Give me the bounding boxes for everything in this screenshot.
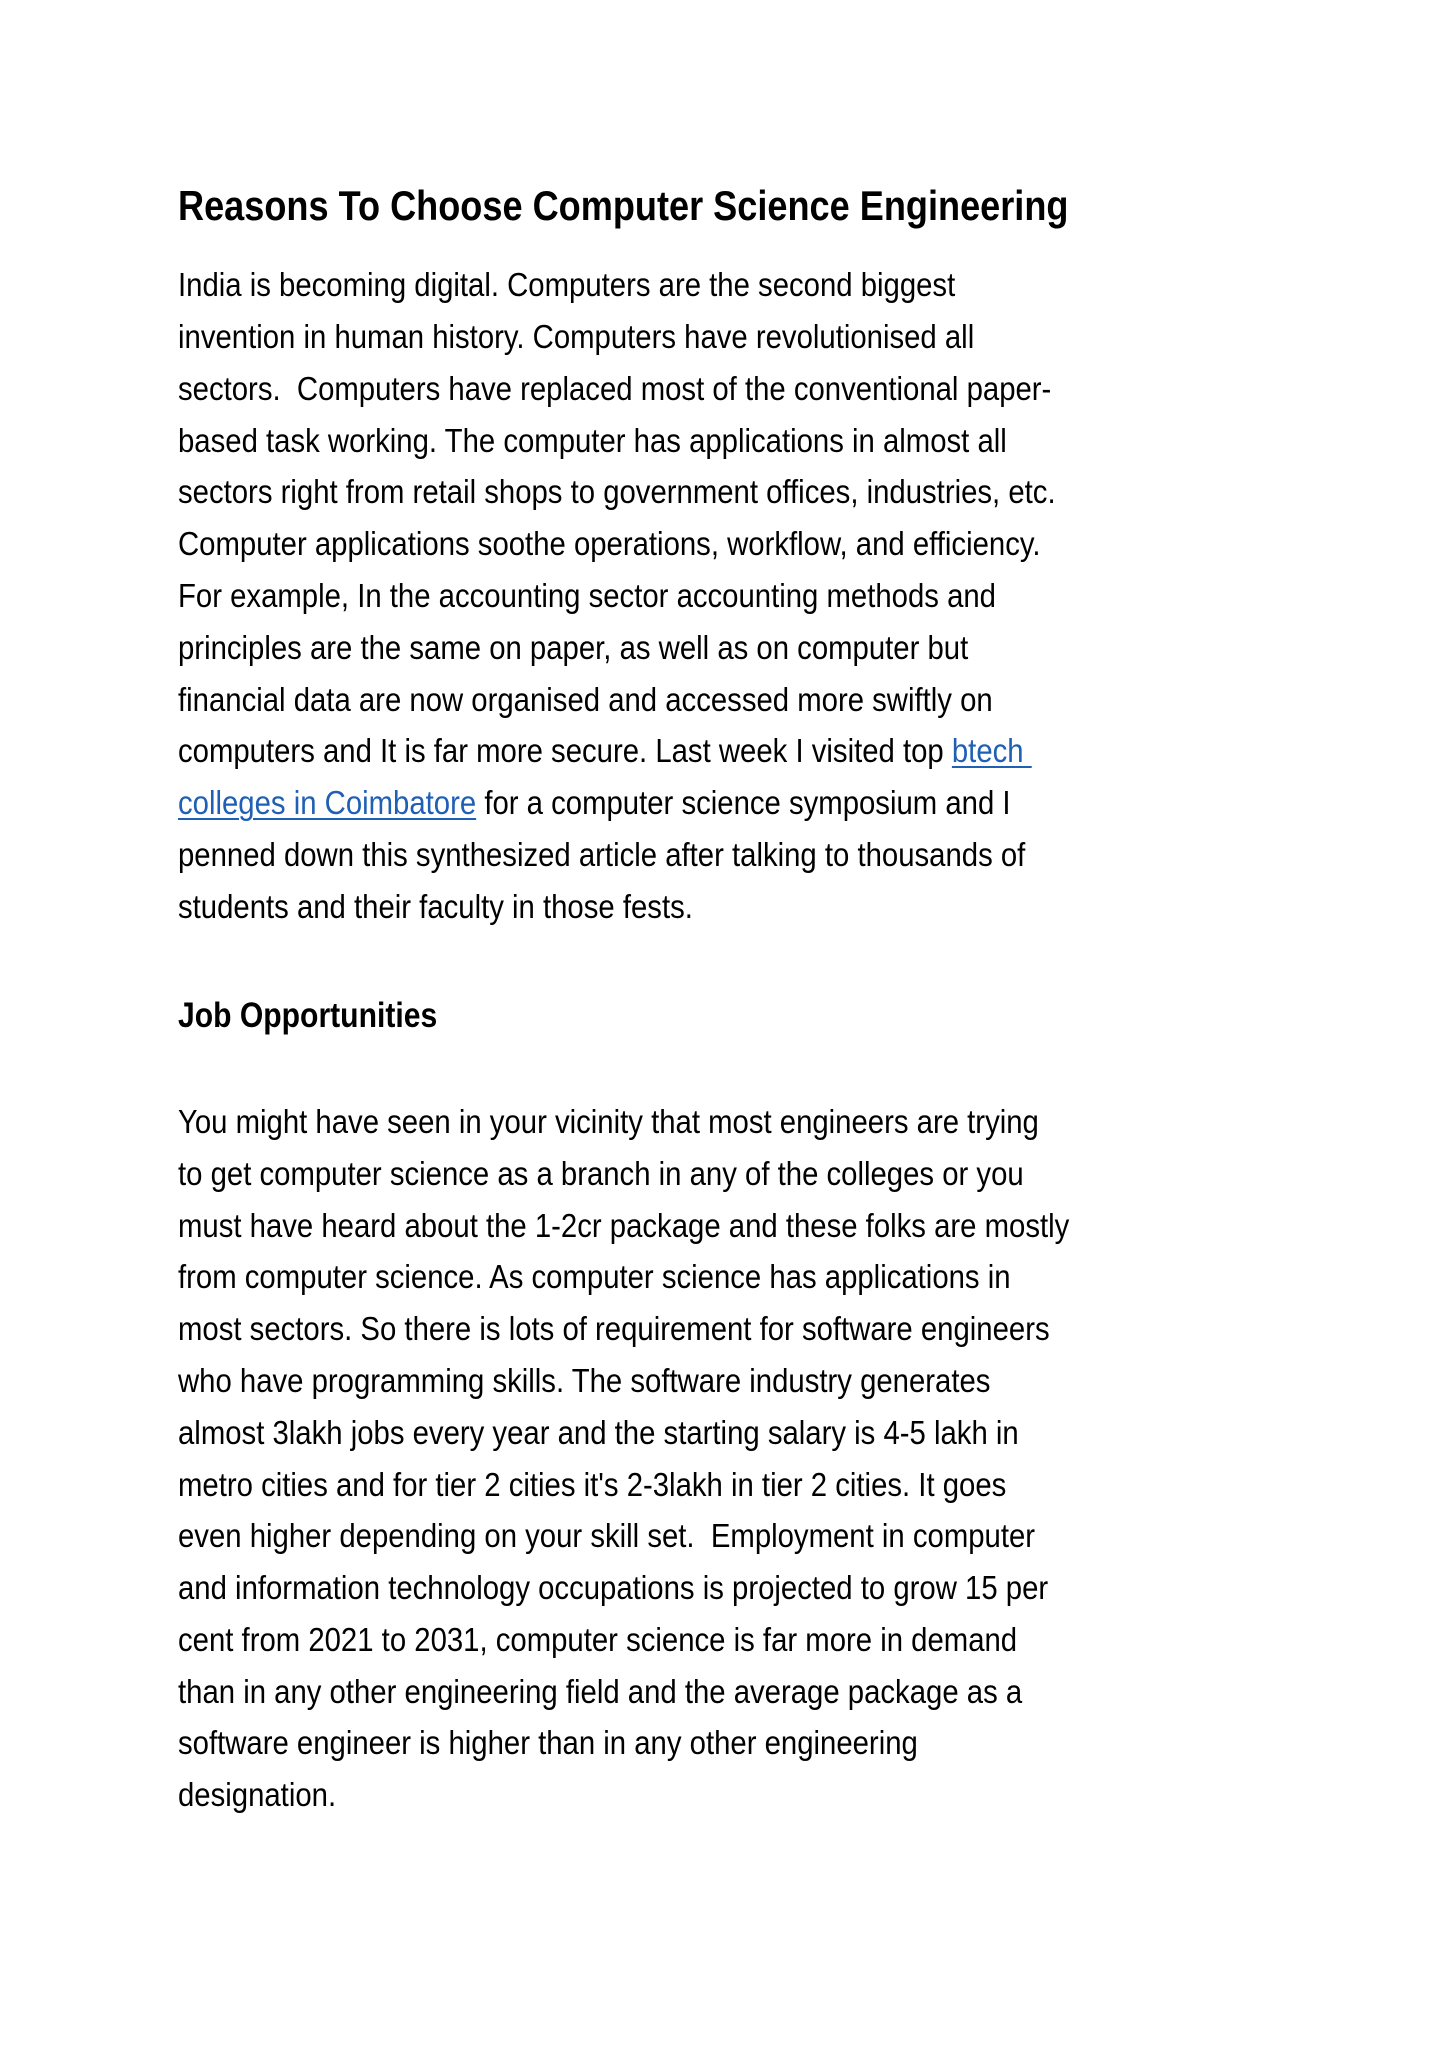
paragraph-line: and information technology occupations is projected to grow 15 per: [178, 1570, 1049, 1607]
paragraph-line: [178, 735, 1032, 769]
paragraph-text: for a computer science symposium and I: [476, 785, 1011, 822]
paragraph-line: metro cities and for tier 2 cities it's 2-3lakh in tier 2 cities. It goes: [178, 1467, 1007, 1504]
paragraph-line: based task working. The computer has applications in almost all: [178, 423, 1007, 460]
paragraph-line: [178, 787, 1011, 821]
paragraph-line: most sectors. So there is lots of requirement for software engineers: [178, 1311, 1050, 1348]
paragraph-line: India is becoming digital. Computers are the second biggest: [178, 267, 956, 304]
paragraph-line: must have heard about the 1-2cr package and these folks are mostly: [178, 1208, 1070, 1245]
paragraph-line: students and their faculty in those fests.: [178, 889, 693, 926]
paragraph-line: cent from 2021 to 2031, computer science is far more in demand: [178, 1622, 1018, 1659]
paragraph-line: penned down this synthesized article after talking to thousands of: [178, 837, 1026, 874]
paragraph-text: computers and It is far more secure. Last week I visited top: [178, 733, 952, 770]
paragraph-line: Computer applications soothe operations, workflow, and efficiency.: [178, 526, 1041, 563]
paragraph-line: who have programming skills. The software industry generates: [178, 1363, 991, 1400]
section-heading-job-opportunities: Job Opportunities: [178, 996, 438, 1035]
paragraph-line: principles are the same on paper, as well as on computer but: [178, 630, 969, 667]
paragraph-line: financial data are now organised and accessed more swiftly on: [178, 682, 993, 719]
paragraph-line: invention in human history. Computers have revolutionised all: [178, 319, 975, 356]
page-title: Reasons To Choose Computer Science Engineering: [178, 182, 1069, 229]
paragraph-line: For example, In the accounting sector accounting methods and: [178, 578, 996, 615]
paragraph-line: almost 3lakh jobs every year and the starting salary is 4-5 lakh in: [178, 1415, 1019, 1452]
paragraph-line: from computer science. As computer science has applications in: [178, 1259, 1011, 1296]
btech-colleges-link-part2[interactable]: colleges in Coimbatore: [178, 785, 477, 822]
paragraph-line: sectors right from retail shops to government offices, industries, etc.: [178, 474, 1056, 511]
paragraph-line: software engineer is higher than in any other engineering: [178, 1725, 918, 1762]
paragraph-line: to get computer science as a branch in any of the colleges or you: [178, 1156, 1024, 1193]
paragraph-line: than in any other engineering field and the average package as a: [178, 1674, 1023, 1711]
paragraph-line: even higher depending on your skill set. Employment in computer: [178, 1518, 1036, 1555]
paragraph-line: sectors. Computers have replaced most of the conventional paper-: [178, 371, 1052, 408]
paragraph-line: You might have seen in your vicinity that most engineers are trying: [178, 1104, 1039, 1141]
btech-colleges-link-part1[interactable]: btech: [951, 733, 1032, 770]
paragraph-line: designation.: [178, 1777, 337, 1814]
